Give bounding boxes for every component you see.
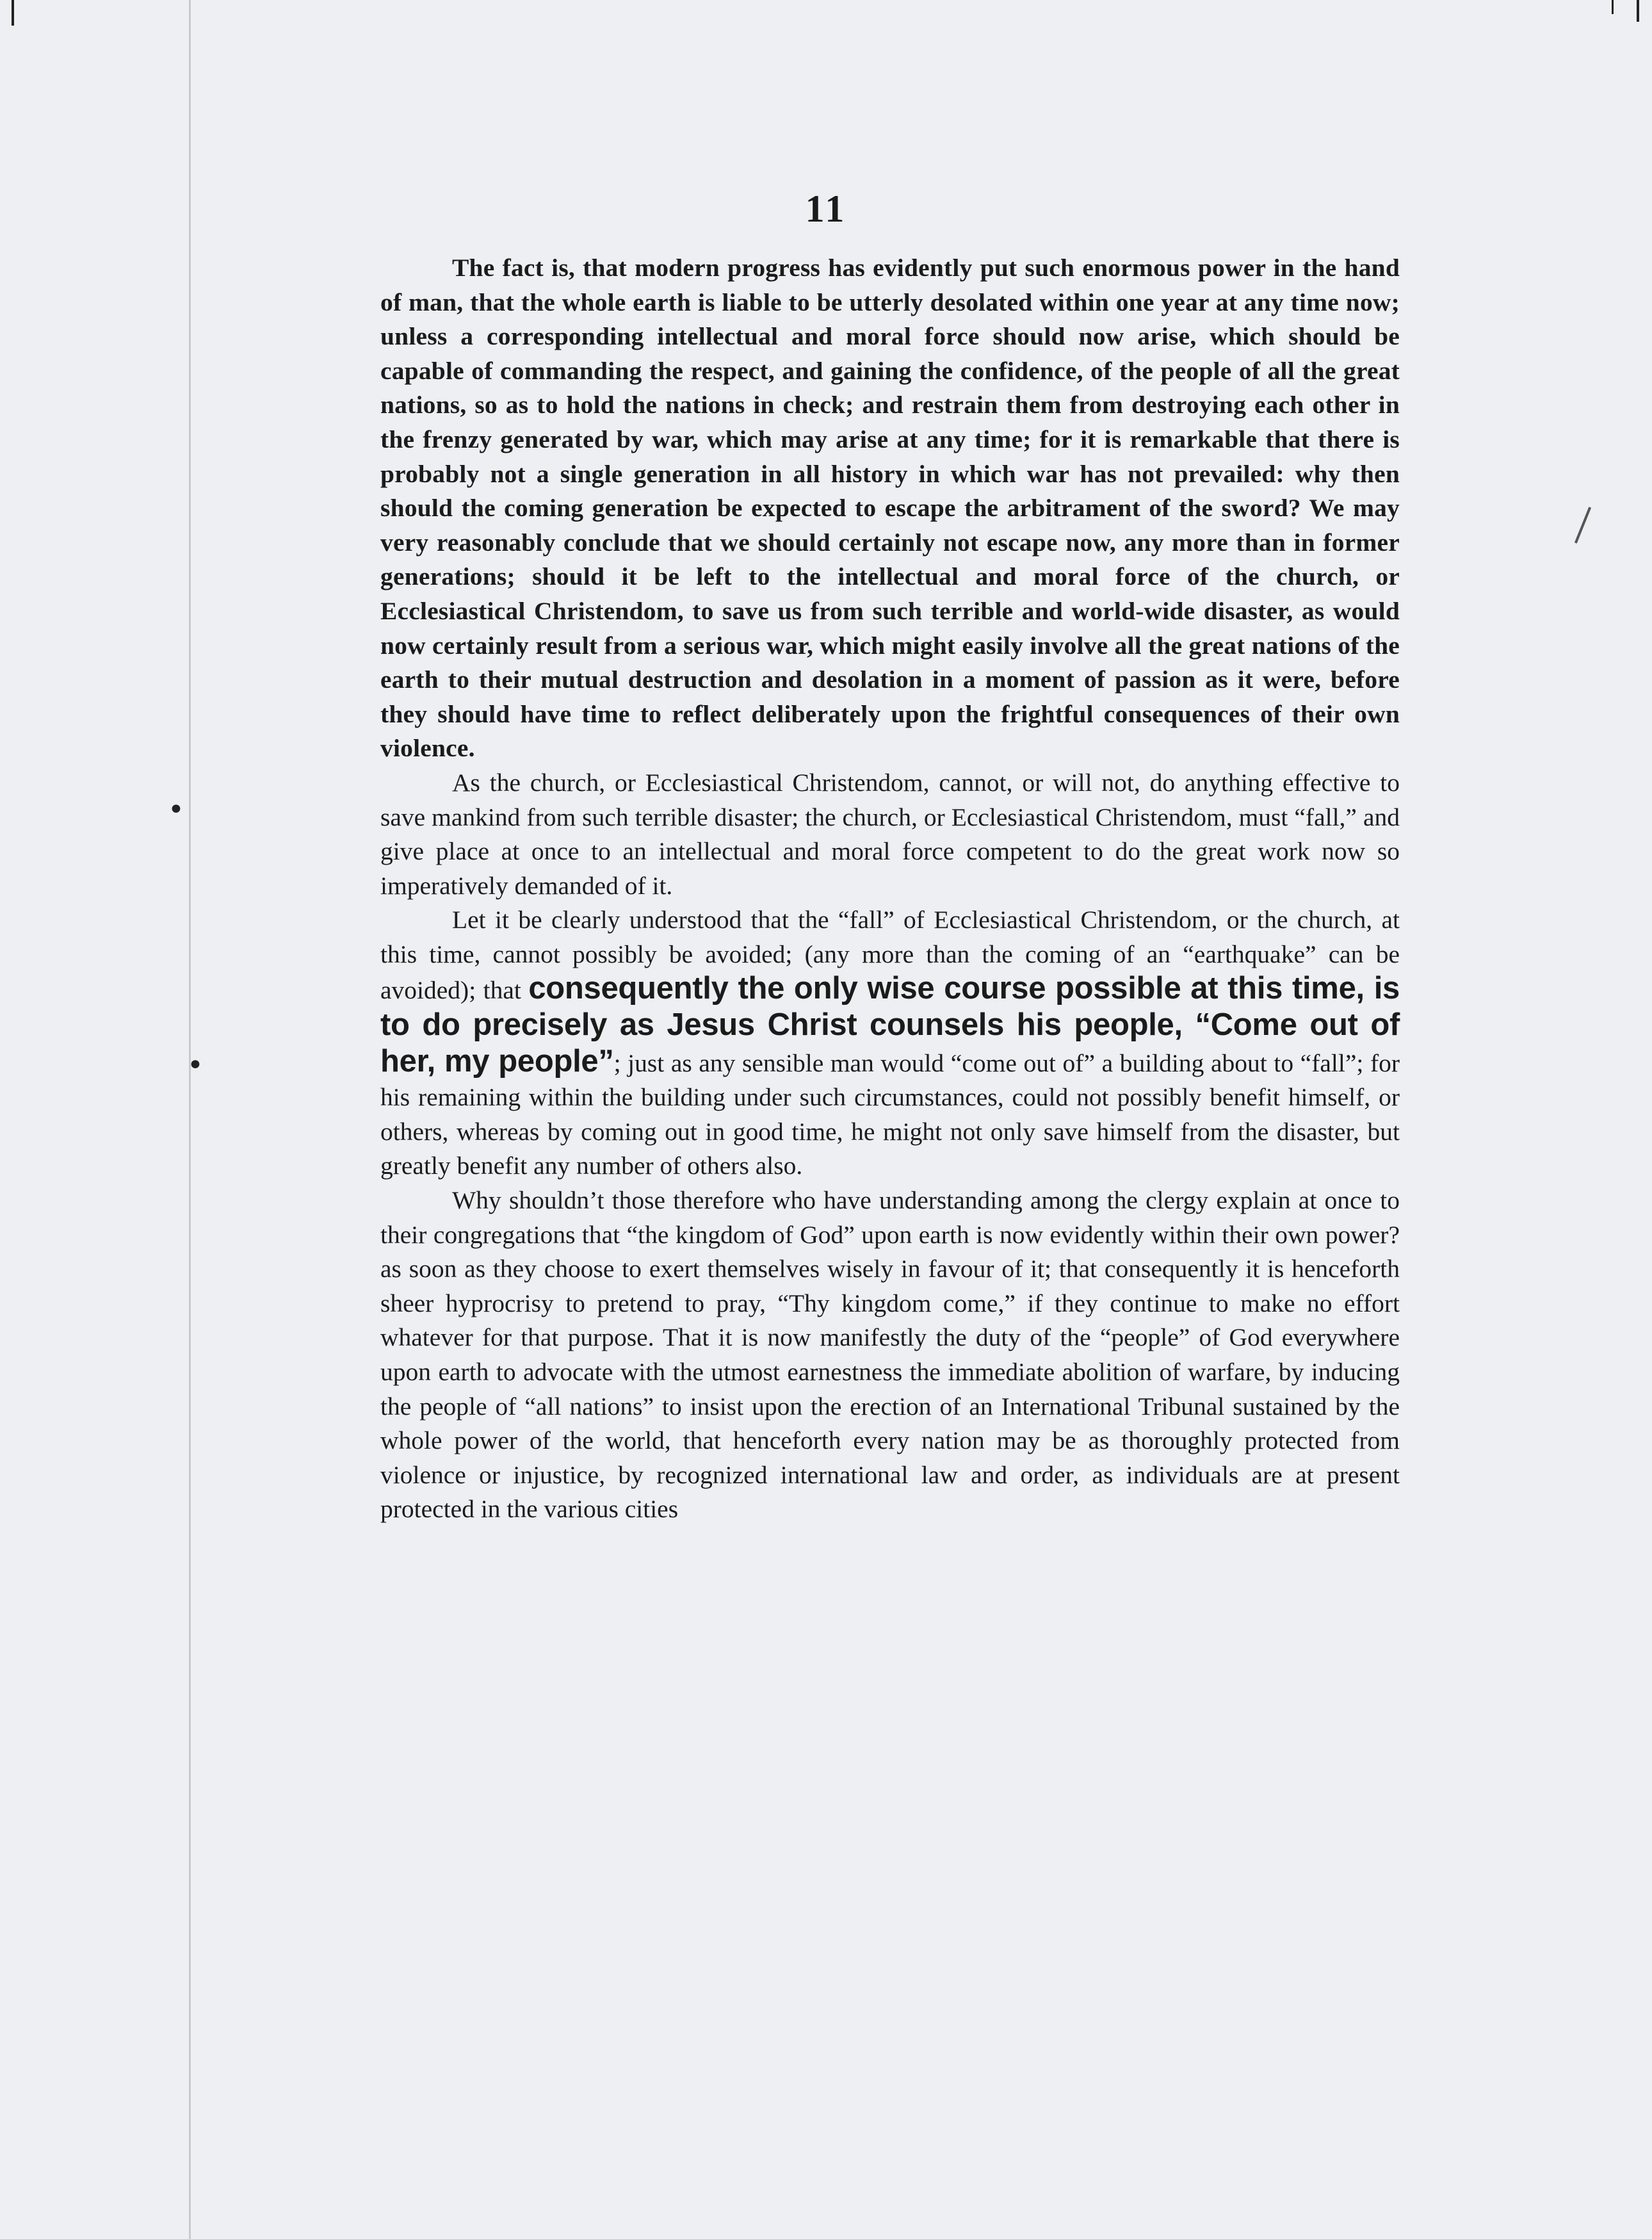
margin-bullet-mark: •: [168, 794, 184, 826]
paragraph-text: ; just as any sensible man would “come out of” a building about to “fall”; for his remaining within the building under such circumstances, could not possibly benefit himself, or others, whereas by coming out in good time, he might not only save himself from the disaster, but greatly benefit any number of others also.: [380, 1048, 1400, 1180]
body-text: [380, 251, 1400, 1527]
paragraph: [380, 903, 1400, 1184]
paragraph-text: Let it be clearly understood that the “fall” of Ecclesiastical Christendom, or the church, at this time, cannot possibly be avoided; (any more than the coming of an “earthquake” can be avoided); that: [380, 906, 1400, 1005]
paragraph: The fact is, that modern progress has evidently put such enormous power in the hand of man, that the whole earth is liable to be utterly desolated within one year at any time now; unless a corresponding intellectual and moral force should now arise, which should be capable of commanding the respect, and gaining the confidence, of the people of all the great nations, so as to hold the nations in check; and restrain them from destroying each other in the frenzy generated by war, which may arise at any time; for it is remarkable that there is probably not a single generation in all history in which war has not prevailed: why then should the coming generation be expected to escape the arbitrament of the sword? We may very reasonably conclude that we should certainly not escape now, any more than in former generations; should it be left to the intellectual and moral force of the church, or Ecclesiastical Christendom, to save us from such terrible and world-wide disaster, as would now certainly result from a serious war, which might easily involve all the great nations of the earth to their mutual destruction and desolation in a moment of passion as it were, before they should have time to reflect deliberately upon the frightful consequences of their own violence.: [380, 254, 1400, 763]
binding-edge-line: [189, 0, 191, 2239]
scan-edge-mark: [12, 0, 14, 26]
stray-pen-mark: [1575, 507, 1591, 543]
page-number: 11: [805, 188, 847, 230]
emphasized-passage: consequently the only wise course possible at this time, is to do precisely as Jesus Christ counsels his people, “Come out of her, my people”: [380, 971, 1400, 1079]
scan-edge-mark: [1637, 0, 1639, 22]
paragraph: Why shouldn’t those therefore who have understanding among the clergy explain at once to their congregations that “the kingdom of God” upon earth is now evidently within their own power? as soon as they choose to exert themselves wisely in favour of it; that consequently it is henceforth sheer hyprocrisy to pretend to pray, “Thy kingdom come,” if they continue to make no effort whatever for that purpose. That it is now manifestly the duty of the “people” of God everywhere upon earth to advocate with the utmost earnestness the immediate abolition of warfare, by inducing the people of “all nations” to insist upon the erection of an International Tribunal sustained by the whole power of the world, that henceforth every nation may be as thoroughly protected from violence or injustice, by recognized international law and order, as individuals are at present protected in the various cities: [380, 1186, 1400, 1524]
margin-bullet-mark: •: [187, 1049, 204, 1082]
scan-edge-mark: [1612, 0, 1614, 14]
paragraph: As the church, or Ecclesiastical Christendom, cannot, or will not, do anything effective to save mankind from such terrible disaster; the church, or Ecclesiastical Christendom, must “fall,” and give place at once to an intellectual and moral force competent to do the great work now so imperatively demanded of it.: [380, 768, 1400, 900]
